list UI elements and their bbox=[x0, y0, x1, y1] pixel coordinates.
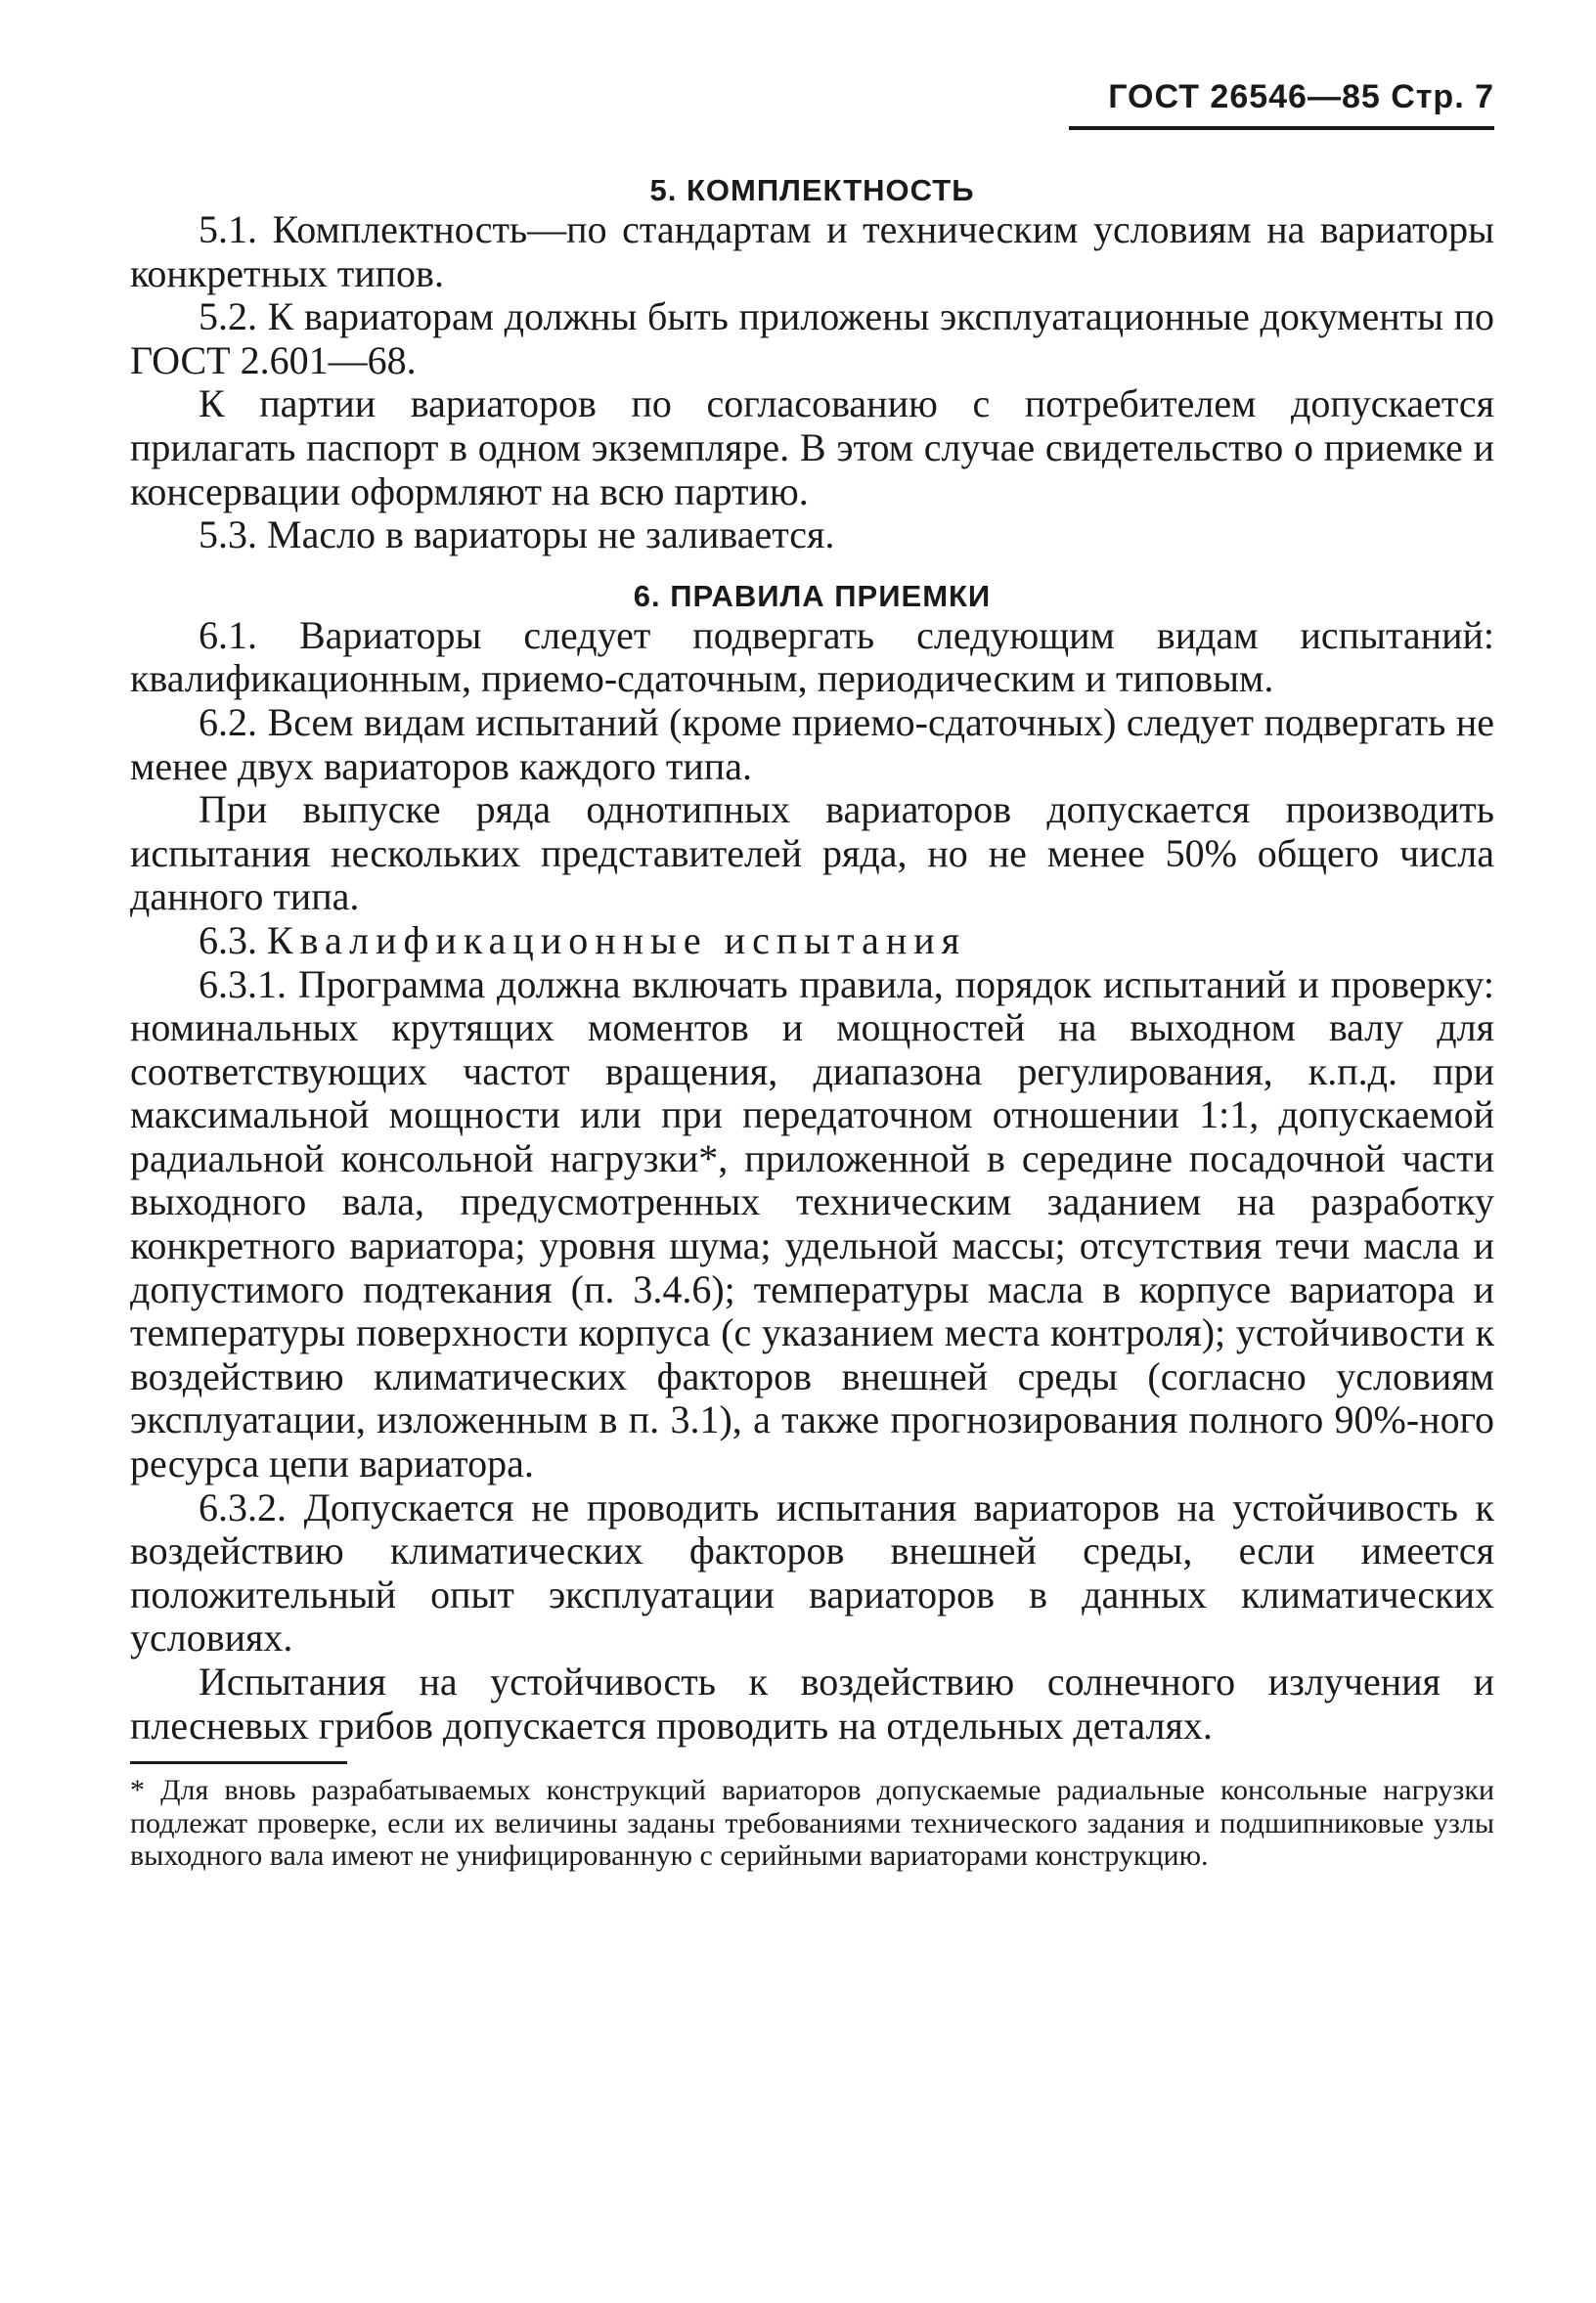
paragraph-6-1: 6.1. Вариаторы следует подвергать следующим видам испытаний: квалификационным, приемо-сдаточным, периодическим и типовым. bbox=[130, 612, 1494, 701]
paragraph-6-3 bbox=[130, 919, 1494, 963]
section-6-title: 6. ПРАВИЛА ПРИЕМКИ bbox=[633, 578, 992, 613]
paragraph-6-3-2: 6.3.2. Допускается не проводить испытания вариаторов на устойчивость к воздействию климатических факторов внешней среды, если имеется положительный опыт эксплуатации вариаторов в данных климатических условиях. bbox=[130, 1484, 1494, 1661]
running-header: ГОСТ 26546—85 Стр. 7 bbox=[1069, 78, 1494, 130]
paragraph-6-3-number: 6.3. bbox=[199, 917, 267, 962]
footnote-text: * Для вновь разрабатываемых конструкций вариаторов допускаемые радиальные консольные нагрузки подлежат проверке, если их величины заданы требованиями технического задания и подшипниковые узлы выходного вала имеют не унифицированную с серийными вариаторами конструкцию. bbox=[130, 1774, 1494, 1873]
paragraph-6-3-2-continued: Испытания на устойчивость к воздействию солнечного излучения и плесневых грибов допускается проводить на отдельных деталях. bbox=[130, 1660, 1494, 1748]
paragraph-5-2: 5.2. К вариаторам должны быть приложены эксплуатационные документы по ГОСТ 2.601—68. bbox=[130, 294, 1494, 382]
paragraph-6-3-1: 6.3.1. Программа должна включать правила, порядок испытаний и проверку: номинальных крутящих моментов и мощностей на выходном валу для соответствующих частот вращения, диапазона регулирования, к.п.д. при максимальной мощности или при передаточном отношении 1:1, допускаемой радиальной консольной нагрузки*, приложенной в середине посадочной части выходного вала, предусмотренных техническим заданием на разработку конкретного вариатора; уровня шума; удельной массы; отсутствия течи масла и допустимого подтекания (п. 3.4.6); температуры масла в корпусе вариатора и температуры поверхности корпуса (с указанием места контроля); устойчивости к воздействию климатических факторов внешней среды (согласно условиям эксплуатации, изложенным в п. 3.1), а также прогнозирования полного 90%-ного ресурса цепи вариатора. bbox=[130, 961, 1494, 1486]
section-5-title: 5. КОМПЛЕКТНОСТЬ bbox=[649, 173, 975, 207]
paragraph-5-3: 5.3. Масло в вариаторы не заливается. bbox=[199, 512, 835, 557]
paragraph-5-2-continued: К партии вариаторов по согласованию с потребителем допускается прилагать паспорт в одном экземпляре. В этом случае свидетельство о приемке и консервации оформляют на всю партию. bbox=[130, 381, 1494, 513]
paragraph-6-2: 6.2. Всем видам испытаний (кроме приемо-сдаточных) следует подвергать не менее двух вариаторов каждого типа. bbox=[130, 699, 1494, 788]
paragraph-6-2-continued: При выпуске ряда однотипных вариаторов допускается производить испытания нескольких представителей ряда, но не менее 50% общего числа данного типа. bbox=[130, 787, 1494, 919]
footnote-divider bbox=[130, 1761, 347, 1764]
paragraph-5-1: 5.1. Комплектность—по стандартам и техническим условиям на вариаторы конкретных типов. bbox=[130, 207, 1494, 295]
document-page bbox=[130, 78, 1494, 1873]
paragraph-6-3-heading: Квалификационные испытания bbox=[267, 917, 967, 962]
